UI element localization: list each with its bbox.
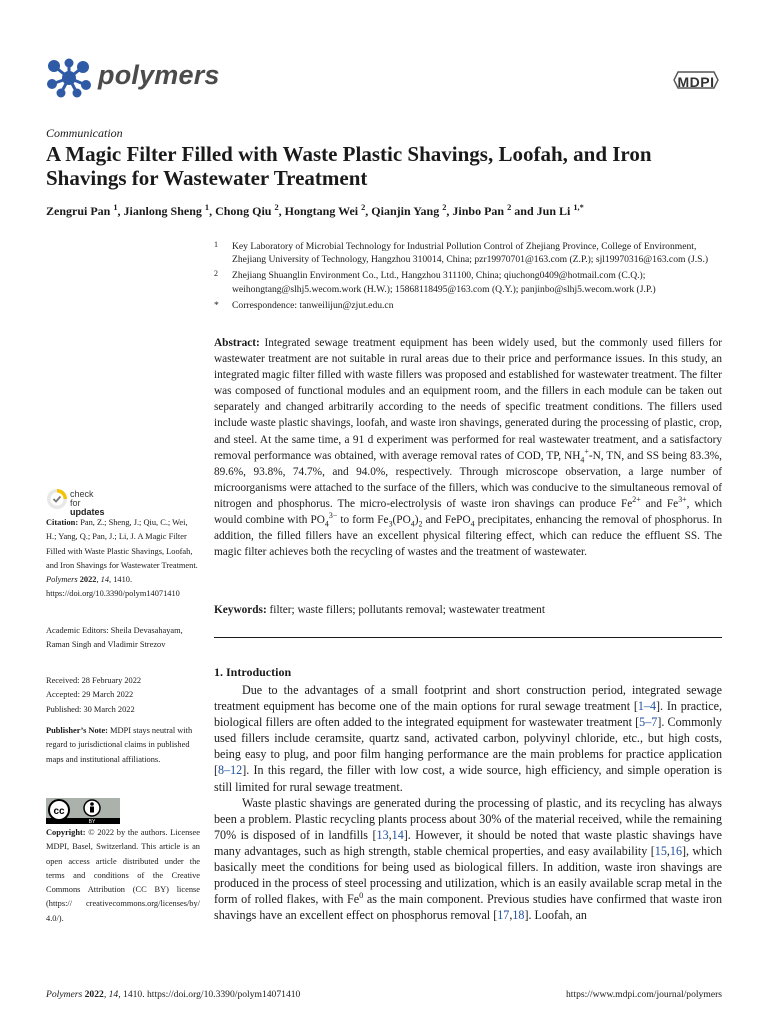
correspondence — [214, 299, 724, 312]
paragraph-text: , — [388, 827, 392, 842]
correspondence-text: Correspondence: tanweilijun@zjut.edu.cn — [232, 299, 394, 311]
abstract-label: Abstract: — [214, 337, 260, 349]
mdpi-logo — [670, 68, 722, 92]
reference-link[interactable]: 17 — [497, 908, 510, 923]
affiliation-text: Zhejiang Shuanglin Environment Co., Ltd., Hangzhou 311100, China; qiuchong0409@hotmail.com (C.Q.); weihongtang@slhj5.wecom.work (H.W.); 15868118495@163.com (Q.Y.); panjinbo@slhj5.wecom.work (J.P.) — [232, 270, 656, 295]
abstract-text: and Fe — [640, 497, 679, 510]
paragraph-text: ]. Commonly used fillers include ceramsite, quartz sand, activated carbon, polyvinyl chloride, etc., but high costs, being easy to plug, and poor film hanging performance are the main problems for practice application [ — [214, 715, 722, 778]
affiliation-1 — [214, 240, 724, 266]
affiliation-number: 2 — [214, 269, 218, 279]
copyright-label: Copyright: — [46, 828, 86, 837]
received-date: Received: 28 February 2022 — [46, 676, 142, 685]
abstract-text: (PO — [392, 514, 411, 527]
paragraph-text: ]. Loofah, an — [524, 908, 587, 923]
affiliation-2 — [214, 269, 724, 295]
paragraph-text: ]. In this regard, the filler with low cost, a wide source, high efficiency, and simple operation is still limited for rural sewage treatment. — [214, 763, 722, 794]
journal-name: polymers — [98, 60, 220, 90]
author-list: Zengrui Pan $^1$, Jianlong Sheng $^1$, Chong Qiu $^2$, Hongtang Wei $^2$, Qianjin Yang $^2$, Jinbo Pan $^2$ and Jun Li $^{1,*}$ — [46, 203, 584, 218]
paragraph-text: , — [666, 843, 670, 858]
reference-link[interactable]: 1–4 — [637, 699, 657, 714]
cc-by-license-icon[interactable] — [46, 798, 120, 824]
reference-link[interactable]: 15 — [654, 843, 667, 858]
footer-doi[interactable]: , 1410. https://doi.org/10.3390/polym14071410 — [118, 989, 301, 1000]
abstract-superscript: 2+ — [632, 495, 641, 505]
accepted-date: Accepted: 29 March 2022 — [46, 690, 134, 700]
paragraph-text: ]. However, it should be noted that waste plastic shavings have many advantages, such as high strength, stable chemical properties, and easy availability [ — [214, 827, 722, 858]
abstract-subscript: 4 — [324, 519, 329, 529]
author-name: Zengrui Pan — [46, 204, 114, 218]
author-affiliation-marker: 1,* — [573, 203, 584, 212]
footer-journal: Polymers — [46, 989, 83, 1000]
check-for-updates-label — [70, 490, 106, 517]
paragraph-text: ]. In practice, biological fillers are often added to the integrated equipment for wastewater treatment [ — [214, 699, 722, 730]
author-name: Hongtang Wei — [284, 204, 362, 218]
author-affiliation-marker: 2 — [507, 203, 512, 212]
author-name: Jinbo Pan — [452, 204, 508, 218]
abstract-subscript: 4 — [410, 519, 415, 529]
citation-doi[interactable]: , 1410. https://doi.org/10.3390/polym14071410 — [46, 575, 180, 599]
page-header — [46, 58, 722, 98]
abstract-text: -N, TN, and SS being 83.3%, 89.6%, 93.8%, 74.7%, and 94.0%, respectively. Through microscope observation, a large number of microorganisms were attached to the surface of the fillers, which was conducive to the simultaneous removal of nitrogen and phosphorus. The micro-electrolysis of waste iron shavings can produce Fe — [214, 449, 722, 510]
copyright-text: © 2022 by the authors. Licensee MDPI, Basel, Switzerland. This article is an open access article distributed under the terms and conditions of the Creative Commons Attribution (CC BY) license (https:// creativecommons.org/licenses/by/ 4.0/). — [46, 828, 200, 923]
citation-year: 2022 — [77, 575, 97, 585]
publisher-note-label: Publisher’s Note: — [46, 726, 108, 735]
publication-dates — [46, 674, 200, 717]
affiliation-number: 1 — [214, 240, 218, 249]
article-type: Communication — [46, 126, 123, 140]
author-name: Qianjin Yang — [371, 204, 443, 218]
abstract-subscript: 4 — [470, 519, 475, 529]
published-date: Published: 30 March 2022 — [46, 704, 135, 714]
abstract-subscript: 3 — [388, 519, 393, 529]
footer-volume: , 14 — [103, 989, 119, 1000]
paragraph-text: as the main component. Previous studies have confirmed that waste iron shavings have an excellent effect on phosphorus removal [ — [214, 892, 722, 923]
abstract-superscript: 3+ — [678, 495, 687, 505]
reference-link[interactable]: 16 — [669, 843, 682, 858]
by-icon-label: BY — [88, 819, 96, 824]
abstract-text: , which would combine with PO — [214, 497, 722, 527]
citation-text: Pan, Z.; Sheng, J.; Qiu, C.; Wei, H.; Yang, Q.; Pan, J.; Li, J. A Magic Filter Filled with Waste Plastic Shavings, Loofah, and Iron Shavings for Wastewater Treatment. — [46, 518, 198, 570]
keywords-text: filter; waste fillers; pollutants removal; wastewater treatment — [266, 604, 545, 616]
abstract-text: to form Fe — [337, 514, 389, 527]
abstract-superscript: + — [584, 446, 589, 456]
abstract-text: precipitates, enhancing the removal of phosphorus. In addition, the filled fillers have an excellent physical filtering effect, which can reduce the effluent SS. The magic filter achieves both the recycling of wastes and the treatment of wastewater. — [214, 514, 723, 559]
check-for-updates-icon — [46, 488, 68, 510]
abstract-text: and FePO — [422, 514, 471, 527]
reference-link[interactable]: 5–7 — [639, 715, 658, 730]
author-name: Jun Li — [536, 204, 574, 218]
correspondence-marker: * — [214, 299, 219, 311]
abstract-text: Integrated sewage treatment equipment has been widely used, but the commonly used fillers for wastewater treatment are not suitable in rural areas due to their price and performance issues. In this study, an integrated magic filter filled with waste fillers was proposed and established for wastewater treatment. The filter was composed of functional modules and an equipment room, and the fillers in each module can be taken out separately and changed arbitrarily according to the needs of specific treatment conditions. The fillers used include waste plastic shavings, loofah, and waste iron shavings, generated during the processing of plastic, crop, and steel. At the same time, a 91 d experiment was performed for real wastewater treatment, and a satisfactory removal performance was obtained, with average removal rates of COD, TP, NH — [214, 337, 722, 462]
citation-label: Citation: — [46, 518, 79, 527]
author-affiliation-marker: 2 — [442, 203, 447, 212]
publisher-note-text: MDPI stays neutral with regard to jurisdictional claims in published maps and institutional affiliations. — [46, 726, 193, 764]
check-line-1: check for — [70, 489, 94, 508]
affiliations — [214, 240, 724, 315]
author-affiliation-marker: 1 — [204, 203, 210, 212]
author-name: Chong Qiu — [215, 204, 275, 218]
copyright-notice — [46, 826, 200, 926]
reference-link[interactable]: 14 — [391, 827, 404, 842]
abstract — [214, 335, 722, 560]
check-line-2: updates — [70, 507, 105, 517]
academic-editors: Academic Editors: Sheila Devasahayam, Raman Singh and Vladimir Strezov — [46, 626, 183, 650]
footer-citation — [46, 989, 300, 1000]
paragraph-text: , — [509, 908, 513, 923]
author-affiliation-marker: 1 — [113, 203, 118, 212]
paragraph-text: Waste plastic shavings are generated during the processing of plastic, and its recycling has always been a problem. Plastic recycling plants process about 30% of the material received, while the remaining 70% is disposed of in landfills [ — [214, 795, 722, 842]
superscript: 0 — [359, 890, 364, 901]
citation-journal: Polymers — [46, 575, 78, 585]
author-name: Jianlong Sheng — [123, 204, 205, 218]
reference-link[interactable]: 13 — [376, 827, 389, 842]
abstract-subscript: 2 — [418, 519, 423, 529]
article-title: A Magic Filter Filled with Waste Plastic Shavings, Loofah, and Iron Shavings for Wastewater Treatment — [46, 142, 652, 190]
author-affiliation-marker: 2 — [361, 203, 366, 212]
introduction-body — [214, 682, 722, 923]
paragraph — [214, 682, 722, 795]
citation-block — [46, 516, 200, 602]
reference-link[interactable]: 18 — [512, 908, 525, 923]
keywords-label: Keywords: — [214, 604, 267, 616]
mdpi-logo-text: MDPI — [677, 74, 715, 90]
paragraph-text: Due to the advantages of a small footprint and short construction period, integrated sewage treatment equipment has become one of the main options for rural sewage treatment [ — [214, 683, 722, 714]
publisher-note — [46, 724, 200, 767]
affiliation-text: Key Laboratory of Microbial Technology for Industrial Pollution Control of Zhejiang Province, College of Environment, Zhejiang University of Technology, Hangzhou 310014, China; pzr19970701@163.com (Z.P.); sjl19970316@163.com (J.S.) — [232, 241, 709, 266]
section-heading: 1. Introduction — [214, 665, 292, 679]
citation-volume: , 14 — [96, 575, 110, 585]
reference-link[interactable]: 8–12 — [218, 763, 243, 778]
paragraph-text: ], which basically meet the conditions for being used as biological fillers. In addition, waste iron shavings are produced in the process of steel processing and utilization, which is an easily available scrap metal in the form of rolled flakes, with Fe — [214, 843, 722, 907]
footer-year: 2022 — [82, 989, 104, 1000]
footer-journal-url[interactable]: https://www.mdpi.com/journal/polymers — [565, 989, 722, 1000]
polymers-logo-icon — [46, 58, 92, 98]
cc-icon-label: cc — [53, 806, 65, 817]
paragraph — [214, 795, 722, 924]
abstract-text: ) — [414, 514, 419, 527]
abstract-superscript: 3− — [328, 511, 338, 521]
section-divider — [214, 637, 722, 638]
check-for-updates-button[interactable] — [46, 488, 106, 517]
keywords — [214, 604, 722, 616]
author-affiliation-marker: 2 — [274, 203, 279, 212]
abstract-subscript: 4 — [580, 454, 585, 464]
